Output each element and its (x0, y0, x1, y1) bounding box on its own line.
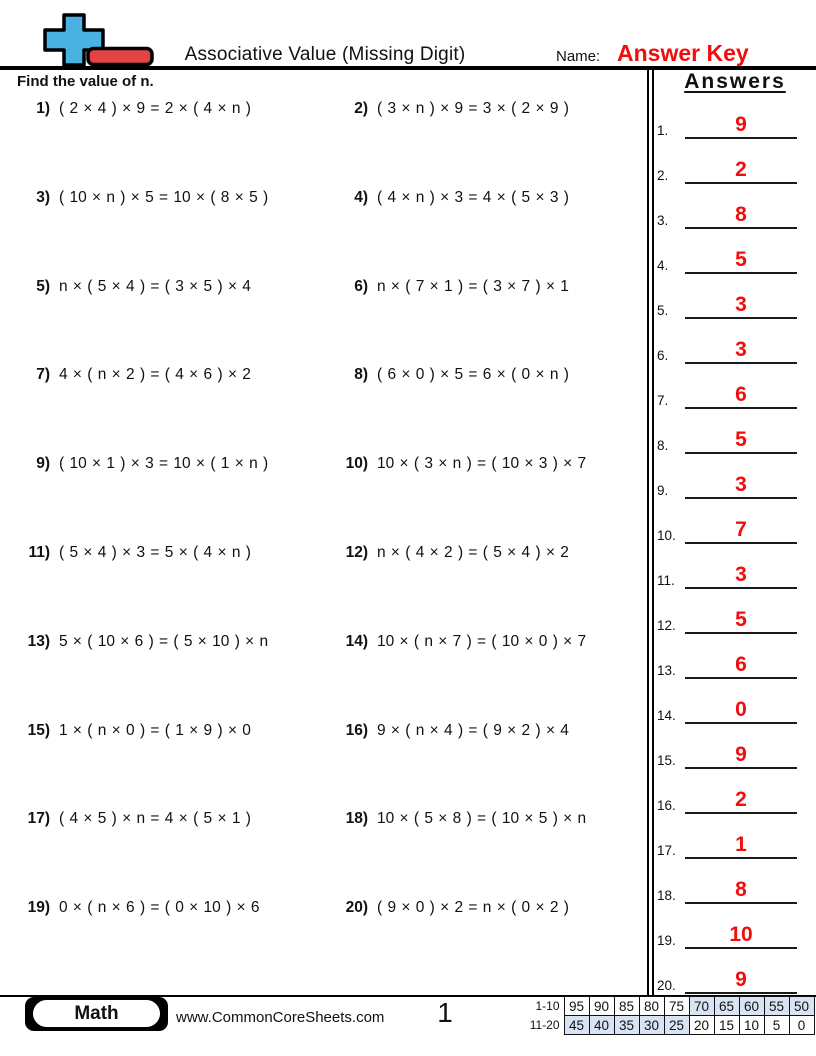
answer-line (685, 337, 797, 364)
answer-line (685, 157, 797, 184)
score-cell: 65 (714, 997, 739, 1016)
answer-number: 7. (657, 393, 669, 408)
page-number: 1 (437, 997, 453, 1028)
problem-8 (332, 362, 654, 451)
problem-equation: 5 × ( 10 × 6 ) = ( 5 × 10 ) × n (59, 632, 269, 650)
problem-5 (14, 274, 332, 363)
subject-badge (25, 997, 168, 1031)
score-cell: 15 (714, 1016, 739, 1035)
problem-number: 4) (354, 188, 368, 206)
answer-line (685, 607, 797, 634)
answer-row-5 (655, 292, 811, 319)
problem-9 (14, 451, 332, 540)
page-title: Associative Value (Missing Digit) (184, 44, 466, 65)
problem-equation: ( 3 × n ) × 9 = 3 × ( 2 × 9 ) (377, 100, 569, 117)
answer-line (685, 202, 797, 229)
problem-20 (332, 895, 654, 984)
answer-row-16 (655, 787, 811, 814)
answer-number: 8. (657, 438, 669, 453)
instruction-text: Find the value of n. (17, 73, 154, 90)
answer-value: 7 (735, 518, 747, 541)
score-cell: 85 (614, 997, 639, 1016)
problem-number: 16) (345, 721, 368, 739)
answer-row-9 (655, 472, 811, 499)
answer-row-4 (655, 247, 811, 274)
answer-number: 12. (657, 618, 676, 633)
answer-row-6 (655, 337, 811, 364)
score-cell: 75 (664, 997, 689, 1016)
answer-row-20 (655, 967, 811, 994)
answer-value: 9 (735, 113, 747, 136)
answer-number: 11. (657, 573, 675, 588)
answers-heading: Answers (684, 70, 786, 93)
answer-value: 6 (735, 653, 747, 676)
answers-divider (647, 69, 654, 995)
answer-row-8 (655, 427, 811, 454)
answer-row-10 (655, 517, 811, 544)
score-cell: 0 (789, 1016, 814, 1035)
problem-equation: ( 6 × 0 ) × 5 = 6 × ( 0 × n ) (377, 366, 569, 384)
problem-number: 18) (345, 810, 368, 828)
answer-value: 9 (735, 743, 747, 766)
problem-number: 1) (36, 100, 50, 117)
grading-row-2 (528, 1016, 814, 1035)
problem-16 (332, 718, 654, 807)
answer-value: 2 (735, 158, 747, 181)
problem-equation: 0 × ( n × 6 ) = ( 0 × 10 ) × 6 (59, 899, 260, 917)
score-cell: 55 (764, 997, 789, 1016)
score-cell: 5 (764, 1016, 789, 1035)
problem-equation: 1 × ( n × 0 ) = ( 1 × 9 ) × 0 (59, 721, 251, 739)
answer-value: 9 (735, 968, 747, 991)
score-cell: 35 (614, 1016, 639, 1035)
answer-number: 3. (657, 213, 669, 228)
problem-number: 15) (27, 721, 50, 739)
problem-number: 20) (345, 899, 368, 917)
problem-number: 17) (27, 810, 50, 828)
grading-row-1 (528, 997, 814, 1016)
answer-value: 3 (735, 293, 747, 316)
answer-value: 0 (735, 698, 747, 721)
problem-2 (332, 96, 654, 185)
problem-number: 19) (27, 899, 50, 917)
answer-line (685, 292, 797, 319)
answer-row-15 (655, 742, 811, 769)
answer-row-17 (655, 832, 811, 859)
score-cell: 60 (739, 997, 764, 1016)
answer-number: 10. (657, 528, 676, 543)
answer-line (685, 382, 797, 409)
problem-15 (14, 718, 332, 807)
problem-17 (14, 806, 332, 895)
answer-line (685, 247, 797, 274)
problem-equation: 4 × ( n × 2 ) = ( 4 × 6 ) × 2 (59, 366, 251, 384)
score-cell: 90 (589, 997, 614, 1016)
problem-number: 2) (354, 100, 368, 117)
grading-row-label: 1-10 (528, 997, 564, 1016)
answer-number: 20. (657, 978, 676, 993)
answer-value: 3 (735, 563, 747, 586)
problem-number: 7) (36, 366, 50, 384)
problem-11 (14, 540, 332, 629)
answer-value: 3 (735, 338, 747, 361)
answer-row-19 (655, 922, 811, 949)
problem-equation: ( 10 × n ) × 5 = 10 × ( 8 × 5 ) (59, 188, 269, 206)
problem-4 (332, 185, 654, 274)
score-cell: 10 (739, 1016, 764, 1035)
problem-equation: 10 × ( 5 × 8 ) = ( 10 × 5 ) × n (377, 810, 587, 828)
answer-line (685, 967, 797, 994)
score-cell: 70 (689, 997, 714, 1016)
problem-equation: 10 × ( 3 × n ) = ( 10 × 3 ) × 7 (377, 455, 587, 473)
answer-number: 18. (657, 888, 676, 903)
answer-number: 2. (657, 168, 669, 183)
answer-value: 5 (735, 248, 747, 271)
problem-equation: ( 2 × 4 ) × 9 = 2 × ( 4 × n ) (59, 100, 251, 117)
problem-7 (14, 362, 332, 451)
grading-row-label: 11-20 (528, 1016, 564, 1035)
answer-line (685, 472, 797, 499)
problem-equation: n × ( 5 × 4 ) = ( 3 × 5 ) × 4 (59, 277, 251, 295)
problem-equation: n × ( 4 × 2 ) = ( 5 × 4 ) × 2 (377, 543, 569, 561)
score-cell: 40 (589, 1016, 614, 1035)
answer-row-13 (655, 652, 811, 679)
answer-row-2 (655, 157, 811, 184)
answer-line (685, 922, 797, 949)
score-cell: 80 (639, 997, 664, 1016)
problem-number: 11) (28, 543, 50, 561)
problem-equation: ( 9 × 0 ) × 2 = n × ( 0 × 2 ) (377, 899, 569, 917)
problem-equation: ( 4 × n ) × 3 = 4 × ( 5 × 3 ) (377, 188, 569, 206)
problem-10 (332, 451, 654, 540)
answer-row-12 (655, 607, 811, 634)
answer-value: 5 (735, 608, 747, 631)
problem-number: 5) (36, 277, 50, 295)
answer-line (685, 517, 797, 544)
answer-value: 10 (729, 923, 753, 946)
website-url: www.CommonCoreSheets.com (176, 1009, 385, 1026)
answer-key-text: Answer Key (617, 40, 749, 66)
answer-value: 5 (735, 428, 747, 451)
problem-18 (332, 806, 654, 895)
answer-value: 2 (735, 788, 747, 811)
problem-equation: ( 4 × 5 ) × n = 4 × ( 5 × 1 ) (59, 810, 251, 828)
answer-number: 9. (657, 483, 669, 498)
problem-number: 12) (345, 543, 368, 561)
answer-line (685, 697, 797, 724)
answer-line (685, 112, 797, 139)
answer-line (685, 787, 797, 814)
problem-14 (332, 629, 654, 718)
answer-row-7 (655, 382, 811, 409)
problem-equation: 9 × ( n × 4 ) = ( 9 × 2 ) × 4 (377, 721, 569, 739)
answer-number: 1. (657, 123, 669, 138)
problem-1 (14, 96, 332, 185)
answer-number: 14. (657, 708, 676, 723)
answer-row-1 (655, 112, 811, 139)
answer-line (685, 877, 797, 904)
answer-row-14 (655, 697, 811, 724)
answer-value: 1 (735, 833, 747, 856)
problem-19 (14, 895, 332, 984)
answer-line (685, 427, 797, 454)
problem-equation: n × ( 7 × 1 ) = ( 3 × 7 ) × 1 (377, 277, 569, 295)
name-label: Name: (556, 48, 601, 65)
answer-row-18 (655, 877, 811, 904)
answer-number: 13. (657, 663, 676, 678)
answer-number: 17. (657, 843, 676, 858)
problem-equation: ( 10 × 1 ) × 3 = 10 × ( 1 × n ) (59, 455, 269, 473)
problem-equation: 10 × ( n × 7 ) = ( 10 × 0 ) × 7 (377, 632, 587, 650)
answer-number: 4. (657, 258, 669, 273)
grading-table (528, 996, 815, 1035)
answer-value: 3 (735, 473, 747, 496)
answer-row-3 (655, 202, 811, 229)
answer-value: 6 (735, 383, 747, 406)
answer-row-11 (655, 562, 811, 589)
score-cell: 25 (664, 1016, 689, 1035)
answer-line (685, 742, 797, 769)
problem-12 (332, 540, 654, 629)
answer-line (685, 832, 797, 859)
problems-grid (14, 96, 654, 984)
answer-value: 8 (735, 878, 747, 901)
score-cell: 50 (789, 997, 814, 1016)
problem-number: 6) (354, 277, 368, 295)
score-cell: 95 (564, 997, 589, 1016)
problem-number: 9) (36, 455, 50, 473)
problem-3 (14, 185, 332, 274)
problem-number: 10) (345, 455, 368, 473)
answer-line (685, 562, 797, 589)
score-cell: 20 (689, 1016, 714, 1035)
problem-number: 14) (345, 632, 368, 650)
problem-number: 3) (36, 188, 50, 206)
subject-label: Math (33, 1000, 160, 1027)
score-cell: 45 (564, 1016, 589, 1035)
answer-value: 8 (735, 203, 747, 226)
answer-number: 16. (657, 798, 676, 813)
answer-number: 15. (657, 753, 676, 768)
answer-number: 5. (657, 303, 669, 318)
problem-number: 13) (27, 632, 50, 650)
score-cell: 30 (639, 1016, 664, 1035)
problem-equation: ( 5 × 4 ) × 3 = 5 × ( 4 × n ) (59, 543, 251, 561)
answer-line (685, 652, 797, 679)
problem-13 (14, 629, 332, 718)
answer-number: 19. (657, 933, 676, 948)
problem-number: 8) (354, 366, 368, 384)
answer-number: 6. (657, 348, 669, 363)
problem-6 (332, 274, 654, 363)
